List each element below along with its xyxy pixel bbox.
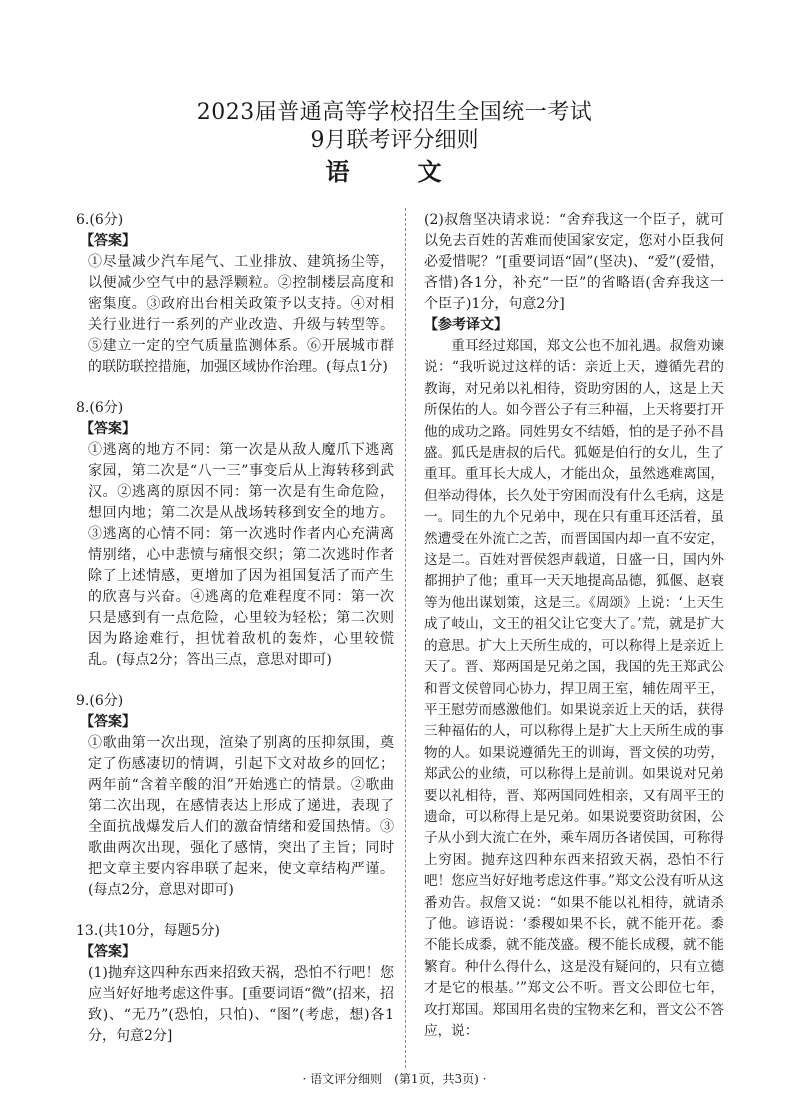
question-number: 9.(6分) bbox=[76, 693, 124, 709]
exam-subtitle: 9月联考评分细则 bbox=[310, 128, 479, 153]
right-column bbox=[424, 210, 724, 1042]
answer-tag: 【答案】 bbox=[80, 944, 136, 960]
question-9 bbox=[76, 691, 394, 901]
subject-title: 语 文 bbox=[325, 157, 464, 186]
answer-text: ①尽量减少汽车尾气、工业排放、建筑扬尘等，以便减少空气中的悬浮颗粒。②控制楼层高度和密集度。③政府出台相关政策予以支持。④对相关行业进行一系列的产业改造、升级与转型等。⑤建立一定的空气质量监测体系。⑥开展城市群的联防联控措施，加强区域协作治理。(每点1分) bbox=[88, 254, 394, 375]
question-6 bbox=[76, 210, 394, 378]
answer-tag: 【答案】 bbox=[80, 421, 136, 437]
question-8 bbox=[76, 398, 394, 671]
answer-tag: 【答案】 bbox=[80, 233, 136, 249]
left-column bbox=[76, 210, 394, 1047]
answer-text: (1)抛弃这四种东西来招致天祸，恐怕不行吧！您应当好好地考虑这件事。[重要词语“微”(招来，招致)、“无乃”(恐怕，只怕)、“图”(考虑，想)各1分，句意2分] bbox=[88, 965, 394, 1044]
column-divider bbox=[405, 208, 406, 1068]
answer-text: ①歌曲第一次出现，渲染了别离的压抑氛围，奠定了伤感凄切的情调，引起下文对故乡的回忆；两年前“含着辛酸的泪”开始逃亡的情景。②歌曲第二次出现，在感情表达上形成了递进，表现了全面抗战爆发后人们的激奋情绪和爱国热情。③歌曲两次出现，强化了感情，突出了主旨；同时把文章主要内容串联了起来，使文章结构严谨。(每点2分，意思对即可) bbox=[88, 735, 394, 898]
exam-title: 2023届普通高等学校招生全国统一考试 bbox=[196, 100, 593, 125]
answer-tag: 【答案】 bbox=[80, 714, 136, 730]
question-number: 8.(6分) bbox=[76, 400, 124, 416]
page-footer: · 语文评分细则 (第1页，共3页) · bbox=[302, 1072, 487, 1086]
question-number: 6.(6分) bbox=[76, 212, 124, 228]
reference-translation-tag: 【参考译文】 bbox=[424, 317, 508, 333]
question-13 bbox=[76, 921, 394, 1047]
question-number: 13.(共10分，每题5分) bbox=[76, 923, 220, 939]
reference-translation: 重耳经过郑国，郑文公也不加礼遇。叔詹劝谏说：“我听说过这样的话：亲近上天，遵循先君的教诲，对兄弟以礼相待，资助穷困的人，这是上天所保佑的人。如今晋公子有三种福，上天将要打开他的成功之路。同姓男女不结婚，怕的是子孙不昌盛。狐氏是唐叔的后代。狐姬是伯行的女儿，生了重耳。重耳长大成人，才能出众，虽然逃难离国，但举动得体，长久处于穷困而没有什么毛病，这是一。同生的九个兄弟中，现在只有重耳还活着，虽然遭受在外流亡之苦，而晋国国内却一直不安定，这是二。百姓对晋侯怨声载道，日盛一日，国内外都拥护了他；重耳一天天地提高品德，狐偃、赵衰等为他出谋划策，这是三。《周颂》上说：‘上天生成了岐山，文王的祖父让它变大了。’荒，就是扩大的意思。扩大上天所生成的，可以称得上是亲近上天了。晋、郑两国是兄弟之国，我国的先王郑武公和晋文侯曾同心协力，捍卫周王室，辅佐周平王，平王慰劳而感激他们。如果说亲近上天的话，获得三种福佑的人，可以称得上是扩大上天所生成的事物的人。如果说遵循先王的训诲，晋文侯的功劳，郑武公的业绩，可以称得上是前训。如果说对兄弟要以礼相待，晋、郑两国同姓相亲，又有周平王的遗命，可以称得上是兄弟。如果说要资助贫困，公子从小到大流亡在外，乘车周历各诸侯国，可称得上穷困。抛弃这四种东西来招致天祸，恐怕不行吧！您应当好好地考虑这件事。”郑文公没有听从这番劝告。叔詹又说：“如果不能以礼相待，就请杀了他。谚语说：‘黍稷如果不长，就不能开花。黍不能长成黍，就不能茂盛。稷不能长成稷，就不能繁育。种什么得什么，这是没有疑问的，只有立德才是它的根基。’”郑文公不听。晋文公即位七年，攻打郑国。郑国用名贵的宝物来乞和，晋文公不答应，说： bbox=[424, 338, 724, 1039]
answer-13-2-text: (2)叔詹坚决请求说：“舍弃我这一个臣子，就可以免去百姓的苦难而使国家安定，您对小臣我何必爱惜呢？”[重要词语“固”(坚决)、“爱”(爱惜，吝惜)各1分，补充“一臣”的省略语(舍弃我这一个臣子)1分，句意2分] bbox=[424, 212, 724, 312]
answer-text: ①逃离的地方不同：第一次是从敌人魔爪下逃离家园，第二次是“八一三”事变后从上海转移到武汉。②逃离的原因不同：第一次是有生命危险，想回内地；第二次是从战场转移到安全的地方。③逃离的心情不同：第一次逃时作者内心充满离情别绪，心中悲愤与痛恨交织；第二次逃时作者除了上述情感，更增加了因为祖国复活了而产生的欣喜与兴奋。④逃离的危难程度不同：第一次只是感到有一点危险，心里较为轻松；第二次则因为路途难行，担忧着敌机的轰炸，心里较慌乱。(每点2分；答出三点，意思对即可) bbox=[88, 442, 394, 668]
